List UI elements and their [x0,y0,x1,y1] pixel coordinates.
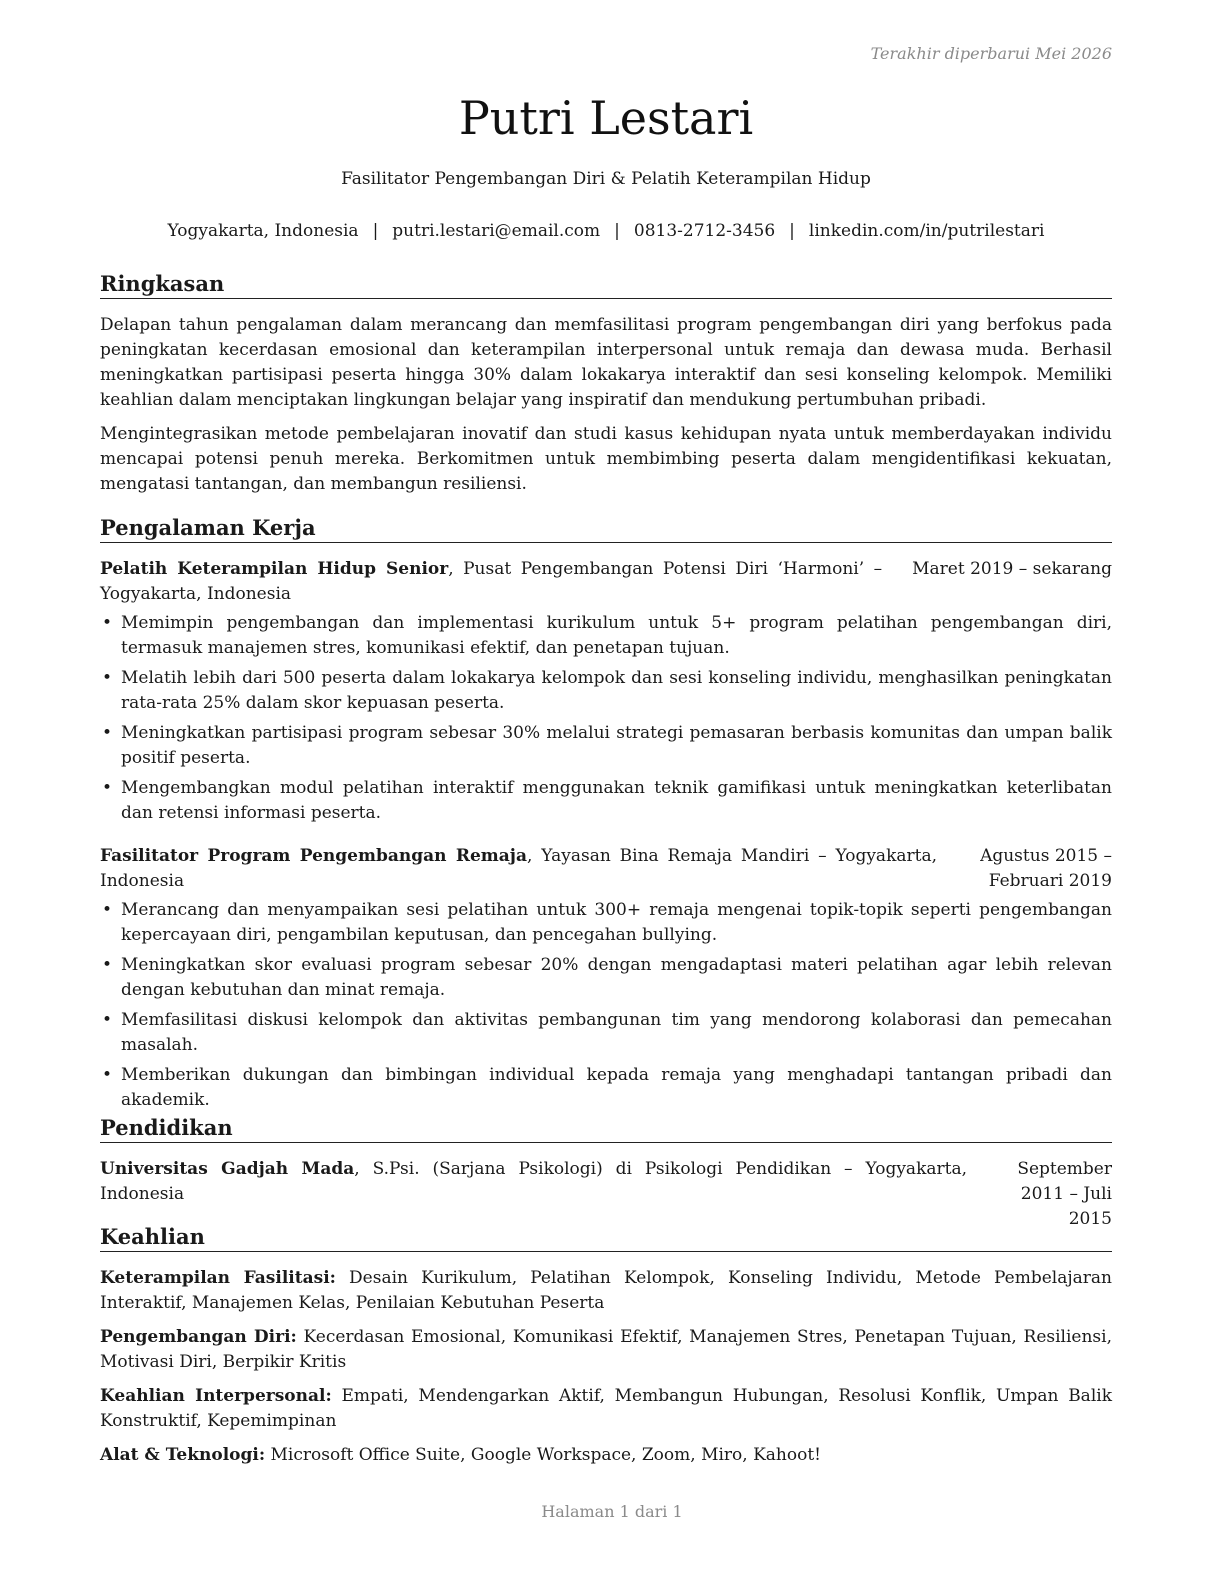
contact-line [100,219,1112,243]
job-role: Pelatih Keterampilan Hidup Senior [100,559,449,579]
section-title: Keahlian [100,1223,1112,1252]
skill-group [100,1266,1112,1316]
skill-label: Alat & Teknologi: [100,1445,266,1465]
skills-section [100,1223,1112,1477]
job-dates: Maret 2019 – sekarang [912,559,1112,579]
skill-group [100,1443,1112,1468]
skill-group [100,1384,1112,1434]
page-footer: Halaman 1 dari 1 [541,1502,683,1521]
job-bullets [100,898,1112,1113]
skill-label: Pengembangan Diri: [100,1327,297,1347]
job-entry [100,844,1112,1113]
section-title: Pengalaman Kerja [100,514,1112,543]
summary-section [100,270,1112,497]
skill-items: Desain Kurikulum, Pelatihan Kelompok, Konseling Individu, Metode Pembelajaran Interaktif, Manajemen Kelas, Penilaian Kebutuhan Peserta [100,1268,1112,1313]
contact-separator: | [372,221,379,241]
education-section [100,1114,1112,1232]
list-item: • Meningkatkan partisipasi program sebesar 30% melalui strategi pemasaran berbasis komunitas dan umpan balik positif peserta. [100,721,1112,771]
skill-label: Keterampilan Fasilitasi: [100,1268,336,1288]
candidate-headline: Fasilitator Pengembangan Diri & Pelatih Keterampilan Hidup [341,169,871,189]
skill-items: Empati, Mendengarkan Aktif, Membangun Hubungan, Resolusi Konflik, Umpan Balik Konstruktif, Kepemimpinan [100,1386,1112,1431]
education-detail: , S.Psi. (Sarjana Psikologi) di Psikologi Pendidikan – Yogyakarta, Indonesia [100,1159,968,1204]
job-header [100,557,1112,607]
list-item: • Melatih lebih dari 500 peserta dalam lokakarya kelompok dan sesi konseling individu, menghasilkan peningkatan rata-rata 25% dalam skor kepuasan peserta. [100,666,1112,716]
skill-group [100,1325,1112,1375]
job-org: , Yayasan Bina Remaja Mandiri – Yogyakarta, Indonesia [100,846,938,891]
job-title-org [100,844,947,894]
list-item: • Memimpin pengembangan dan implementasi kurikulum untuk 5+ program pelatihan pengembangan diri, termasuk manajemen stres, komunikasi efektif, dan penetapan tujuan. [100,611,1112,661]
education-school: Universitas Gadjah Mada [100,1159,355,1179]
contact-linkedin[interactable]: linkedin.com/in/putrilestari [808,221,1045,241]
job-dates: Agustus 2015 – Februari 2019 [980,846,1112,891]
last-updated-note: Terakhir diperbarui Mei 2026 [870,44,1112,63]
job-role: Fasilitator Program Pengembangan Remaja [100,846,527,866]
job-header [100,844,1112,894]
job-entry [100,557,1112,826]
summary-paragraph: Mengintegrasikan metode pembelajaran inovatif dan studi kasus kehidupan nyata untuk memberdayakan individu mencapai potensi penuh mereka. Berkomitmen untuk membimbing peserta dalam mengidentifikasi kekuatan, mengatasi tantangan, dan membangun resiliensi. [100,424,1112,494]
list-item: • Memfasilitasi diskusi kelompok dan aktivitas pembangunan tim yang mendorong kolaborasi dan pemecahan masalah. [100,1008,1112,1058]
job-bullets [100,611,1112,826]
job-title-org [100,557,912,607]
experience-section [100,514,1112,1118]
contact-phone: 0813-2712-3456 [633,221,776,241]
skill-items: Kecerdasan Emosional, Komunikasi Efektif, Manajemen Stres, Penetapan Tujuan, Resiliensi, Motivasi Diri, Berpikir Kritis [100,1327,1112,1372]
section-title: Pendidikan [100,1114,1112,1143]
contact-separator: | [789,221,795,241]
list-item: • Mengembangkan modul pelatihan interaktif menggunakan teknik gamifikasi untuk meningkatkan keterlibatan dan retensi informasi peserta. [100,776,1112,826]
list-item: • Meningkatkan skor evaluasi program sebesar 20% dengan mengadaptasi materi pelatihan agar lebih relevan dengan kebutuhan dan minat remaja. [100,953,1112,1003]
education-dates: September 2011 – Juli 2015 [1017,1159,1112,1229]
candidate-name: Putri Lestari [458,91,754,145]
contact-separator: | [614,221,620,241]
job-org: , Pusat Pengembangan Potensi Diri ‘Harmoni’ – Yogyakarta, Indonesia [100,559,883,604]
contact-email[interactable]: putri.lestari@email.com [392,221,601,241]
summary-paragraph: Delapan tahun pengalaman dalam merancang dan memfasilitasi program pengembangan diri yang berfokus pada peningkatan kecerdasan emosional dan keterampilan interpersonal untuk remaja dan dewasa muda. Berhasil meningkatkan partisipasi peserta hingga 30% dalam lokakarya interaktif dan sesi konseling kelompok. Memiliki keahlian dalam menciptakan lingkungan belajar yang inspiratif dan mendukung pertumbuhan pribadi. [100,315,1112,410]
list-item: • Memberikan dukungan dan bimbingan individual kepada remaja yang menghadapi tantangan pribadi dan akademik. [100,1063,1112,1113]
skill-items: Microsoft Office Suite, Google Workspace, Zoom, Miro, Kahoot! [265,1445,821,1465]
section-title: Ringkasan [100,270,1112,299]
list-item: • Merancang dan menyampaikan sesi pelatihan untuk 300+ remaja mengenai topik-topik seperti pengembangan kepercayaan diri, pengambilan keputusan, dan pencegahan bullying. [100,898,1112,948]
skill-label: Keahlian Interpersonal: [100,1386,332,1406]
contact-location: Yogyakarta, Indonesia [167,221,359,241]
education-school-degree [100,1157,977,1232]
education-entry [100,1157,1112,1232]
